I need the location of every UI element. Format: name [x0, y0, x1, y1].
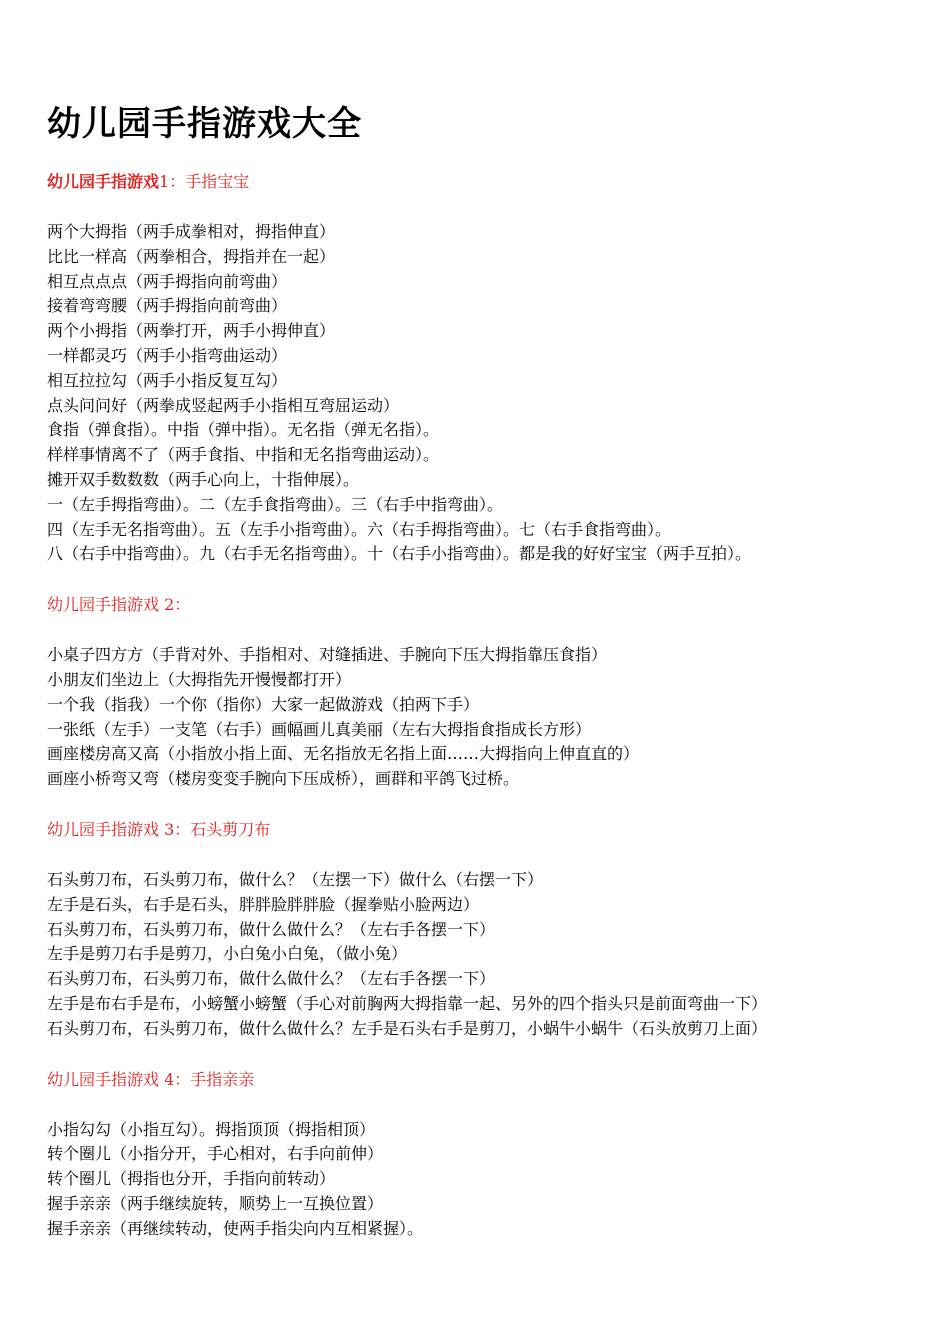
text-line: 一（左手拇指弯曲）。二（左手食指弯曲）。三（右手中指弯曲）。: [47, 494, 504, 514]
text-line: 相互拉拉勾（两手小指反复互勾）: [47, 370, 288, 390]
text-line: 小桌子四方方（手背对外、手指相对、对缝插进、手腕向下压大拇指靠压食指）: [47, 645, 608, 665]
text-line: 小朋友们坐边上（大拇指先开慢慢都打开）: [47, 669, 352, 689]
text-line: 一样都灵巧（两手小指弯曲运动）: [47, 345, 288, 365]
text-line: 握手亲亲（两手继续旋转，顺势上一互换位置）: [47, 1193, 384, 1213]
text-line: 转个圈儿（小指分开，手心相对，右手向前伸）: [47, 1144, 384, 1164]
document-title: 幼儿园手指游戏大全: [47, 104, 362, 144]
section-heading: [47, 1068, 927, 1092]
text-line: 接着弯弯腰（两手拇指向前弯曲）: [47, 296, 288, 316]
text-line: 相互点点点（两手拇指向前弯曲）: [47, 271, 288, 291]
text-line: 点头问问好（两拳成竖起两手小指相互弯屈运动）: [47, 395, 400, 415]
section-1: [47, 170, 927, 567]
text-line: 转个圈儿（拇指也分开，手指向前转动）: [47, 1169, 336, 1189]
text-line: 两个大拇指（两手成拳相对，拇指伸直）: [47, 222, 336, 241]
section-4: [47, 1068, 927, 1242]
text-line: 石头剪刀布，石头剪刀布，做什么做什么？（左右手各摆一下）: [47, 919, 496, 939]
text-line: 比比一样高（两拳相合，拇指并在一起）: [47, 246, 336, 266]
document-page: [47, 100, 927, 1242]
section-heading: [47, 818, 927, 842]
text-line: 左手是剪刀右手是剪刀，小白兔小白兔，（做小兔）: [47, 944, 408, 964]
text-line: 两个小拇指（两拳打开，两手小拇伸直）: [47, 321, 336, 341]
text-line: 小指勾勾（小指互勾）。拇指顶顶（拇指相顶）: [47, 1119, 376, 1139]
section-lines: [47, 220, 927, 567]
section-lines: [47, 643, 927, 792]
text-line: 左手是布右手是布，小螃蟹小螃蟹（手心对前胸两大拇指靠一起、另外的四个指头只是前面弯曲一下）: [47, 993, 768, 1013]
section-heading-rest: 1：手指宝宝: [159, 172, 250, 191]
section-2: [47, 593, 927, 792]
section-lines: [47, 868, 927, 1042]
text-line: 左手是石头，右手是石头，胖胖脸胖胖脸（握拳贴小脸两边）: [47, 894, 480, 914]
section-lines: [47, 1118, 927, 1242]
text-line: 一个我（指我）一个你（指你）大家一起做游戏（拍两下手）: [47, 694, 480, 714]
text-line: 八（右手中指弯曲）。九（右手无名指弯曲）。十（右手小指弯曲）。都是我的好好宝宝（两手互拍）。: [47, 544, 752, 564]
text-line: 握手亲亲（再继续转动，使两手指尖向内互相紧握）。: [47, 1218, 424, 1238]
text-line: 一张纸（左手）一支笔（右手）画幅画儿真美丽（左右大拇指食指成长方形）: [47, 719, 592, 739]
text-line: 画座小桥弯又弯（楼房变变手腕向下压成桥），画群和平鸽飞过桥。: [47, 769, 520, 789]
section-3: [47, 818, 927, 1042]
section-heading-rest: 幼儿园手指游戏 4：手指亲亲: [47, 1069, 255, 1089]
text-line: 石头剪刀布，石头剪刀布，做什么做什么？（左右手各摆一下）: [47, 969, 496, 989]
text-line: 四（左手无名指弯曲）。五（左手小指弯曲）。六（右手拇指弯曲）。七（右手食指弯曲）。: [47, 519, 672, 539]
text-line: 样样事情离不了（两手食指、中指和无名指弯曲运动）。: [47, 445, 440, 465]
text-line: 石头剪刀布，石头剪刀布，做什么？（左摆一下）做什么（右摆一下）: [47, 869, 544, 889]
section-heading-rest: 幼儿园手指游戏 3：石头剪刀布: [47, 819, 271, 839]
section-heading: [47, 170, 927, 194]
text-line: 食指（弹食指）。中指（弹中指）。无名指（弹无名指）。: [47, 420, 440, 440]
section-heading-rest: 幼儿园手指游戏 2：: [47, 595, 191, 615]
section-heading-bold: 幼儿园手指游戏: [47, 172, 160, 191]
section-heading: [47, 593, 927, 617]
text-line: 摊开双手数数数（两手心向上，十指伸展）。: [47, 469, 360, 489]
text-line: 石头剪刀布，石头剪刀布，做什么做什么？左手是石头右手是剪刀，小蜗牛小蜗牛（石头放剪刀上面）: [47, 1018, 768, 1038]
text-line: 画座楼房高又高（小指放小指上面、无名指放无名指上面……大拇指向上伸直直的）: [47, 744, 640, 764]
